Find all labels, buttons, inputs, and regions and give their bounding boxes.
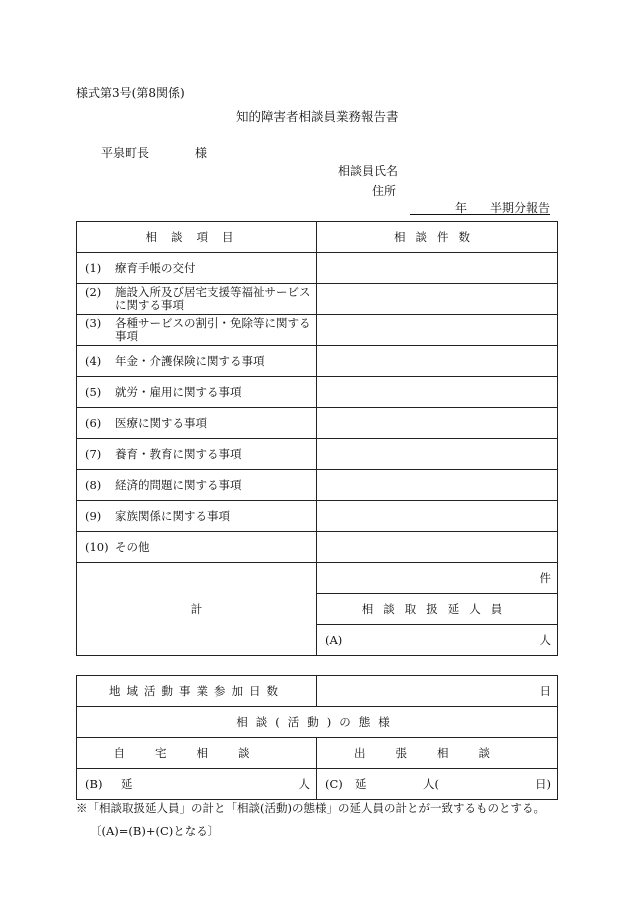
table-row bbox=[77, 501, 558, 532]
table-row bbox=[77, 439, 558, 470]
consultation-mode-label: 相談(活動)の態様 bbox=[77, 707, 558, 738]
count-cell[interactable] bbox=[317, 408, 558, 439]
item-label: 年金・介護保険に関する事項 bbox=[115, 353, 265, 368]
unit-ken: 件 bbox=[539, 571, 551, 585]
table-row bbox=[77, 346, 558, 377]
visit-consultation-label: 出張相談 bbox=[317, 738, 558, 769]
item-label: 医療に関する事項 bbox=[115, 415, 207, 430]
item-number: (8) bbox=[85, 477, 102, 492]
item-label: 養育・教育に関する事項 bbox=[115, 446, 242, 461]
form-number: 様式第3号(第8関係) bbox=[76, 86, 185, 100]
unit-day: 日 bbox=[539, 684, 551, 698]
address-label: 住所 bbox=[372, 184, 397, 198]
unit-nin-paren: 人( bbox=[423, 777, 439, 791]
item-number: (4) bbox=[85, 353, 102, 368]
item-number: (2) bbox=[85, 285, 102, 299]
table-row bbox=[77, 284, 558, 315]
item-number: (10) bbox=[85, 539, 109, 554]
visit-persons-cell[interactable] bbox=[317, 769, 558, 800]
count-cell[interactable] bbox=[317, 284, 558, 315]
item-label: 家族関係に関する事項 bbox=[115, 508, 230, 523]
handled-persons-cell[interactable] bbox=[317, 625, 558, 656]
item-label: 各種サービスの割引・免除等に関する事項 bbox=[115, 316, 311, 343]
consultation-table bbox=[76, 221, 558, 656]
table-row bbox=[77, 532, 558, 563]
unit-nin: 人 bbox=[539, 633, 551, 647]
item-label: 施設入所及び居宅支援等福祉サービスに関する事項 bbox=[115, 285, 311, 312]
unit-nin: 人 bbox=[298, 777, 310, 791]
mode-values-row bbox=[77, 769, 558, 800]
count-cell[interactable] bbox=[317, 346, 558, 377]
count-cell[interactable] bbox=[317, 377, 558, 408]
mark-b: (B) bbox=[85, 777, 103, 791]
note-line-2: 〔(A)=(B)+(C)となる〕 bbox=[90, 824, 220, 838]
column-header-count: 相談件数 bbox=[317, 222, 558, 253]
total-count-cell[interactable] bbox=[317, 563, 558, 594]
table-header-row bbox=[77, 222, 558, 253]
addressee-honorific: 様 bbox=[195, 146, 208, 160]
total-row bbox=[77, 563, 558, 594]
period-year-label: 年 bbox=[455, 201, 468, 215]
handled-persons-label: 相談取扱延人員 bbox=[317, 594, 558, 625]
table-row bbox=[77, 470, 558, 501]
activity-days-cell[interactable] bbox=[317, 676, 558, 707]
counselor-name-label: 相談員氏名 bbox=[338, 164, 399, 178]
count-cell[interactable] bbox=[317, 253, 558, 284]
table-row bbox=[77, 315, 558, 346]
item-label: 就労・雇用に関する事項 bbox=[115, 384, 242, 399]
item-number: (3) bbox=[85, 316, 102, 330]
mode-columns-row bbox=[77, 738, 558, 769]
nobe-label: 延 bbox=[121, 777, 133, 791]
item-number: (9) bbox=[85, 508, 102, 523]
item-number: (5) bbox=[85, 384, 102, 399]
count-cell[interactable] bbox=[317, 315, 558, 346]
item-number: (7) bbox=[85, 446, 102, 461]
activity-days-label: 地域活動事業参加日数 bbox=[77, 676, 317, 707]
mode-header-row bbox=[77, 707, 558, 738]
item-number: (1) bbox=[85, 260, 102, 275]
item-number: (6) bbox=[85, 415, 102, 430]
count-cell[interactable] bbox=[317, 532, 558, 563]
count-cell[interactable] bbox=[317, 439, 558, 470]
home-persons-cell[interactable] bbox=[77, 769, 317, 800]
table-row bbox=[77, 377, 558, 408]
table-row bbox=[77, 253, 558, 284]
table-row bbox=[77, 408, 558, 439]
total-label: 計 bbox=[77, 563, 317, 656]
mark-c: (C) bbox=[325, 777, 343, 791]
home-consultation-label: 自宅相談 bbox=[77, 738, 317, 769]
count-cell[interactable] bbox=[317, 470, 558, 501]
count-cell[interactable] bbox=[317, 501, 558, 532]
note-line-1: ※「相談取扱延人員」の計と「相談(活動)の態様」の延人員の計とが一致するものとする。 bbox=[76, 801, 545, 815]
unit-day-close: 日) bbox=[535, 777, 551, 791]
item-label: その他 bbox=[115, 539, 150, 554]
item-label: 療育手帳の交付 bbox=[115, 260, 196, 275]
mark-a: (A) bbox=[325, 633, 343, 647]
item-label: 経済的問題に関する事項 bbox=[115, 477, 242, 492]
period-report-label: 半期分報告 bbox=[490, 201, 551, 215]
nobe-label: 延 bbox=[355, 777, 367, 791]
column-header-item: 相談項目 bbox=[77, 222, 317, 253]
addressee-name: 平泉町長 bbox=[101, 146, 150, 160]
document-title: 知的障害者相談員業務報告書 bbox=[236, 109, 399, 124]
activity-days-row bbox=[77, 676, 558, 707]
activity-table bbox=[76, 675, 558, 800]
